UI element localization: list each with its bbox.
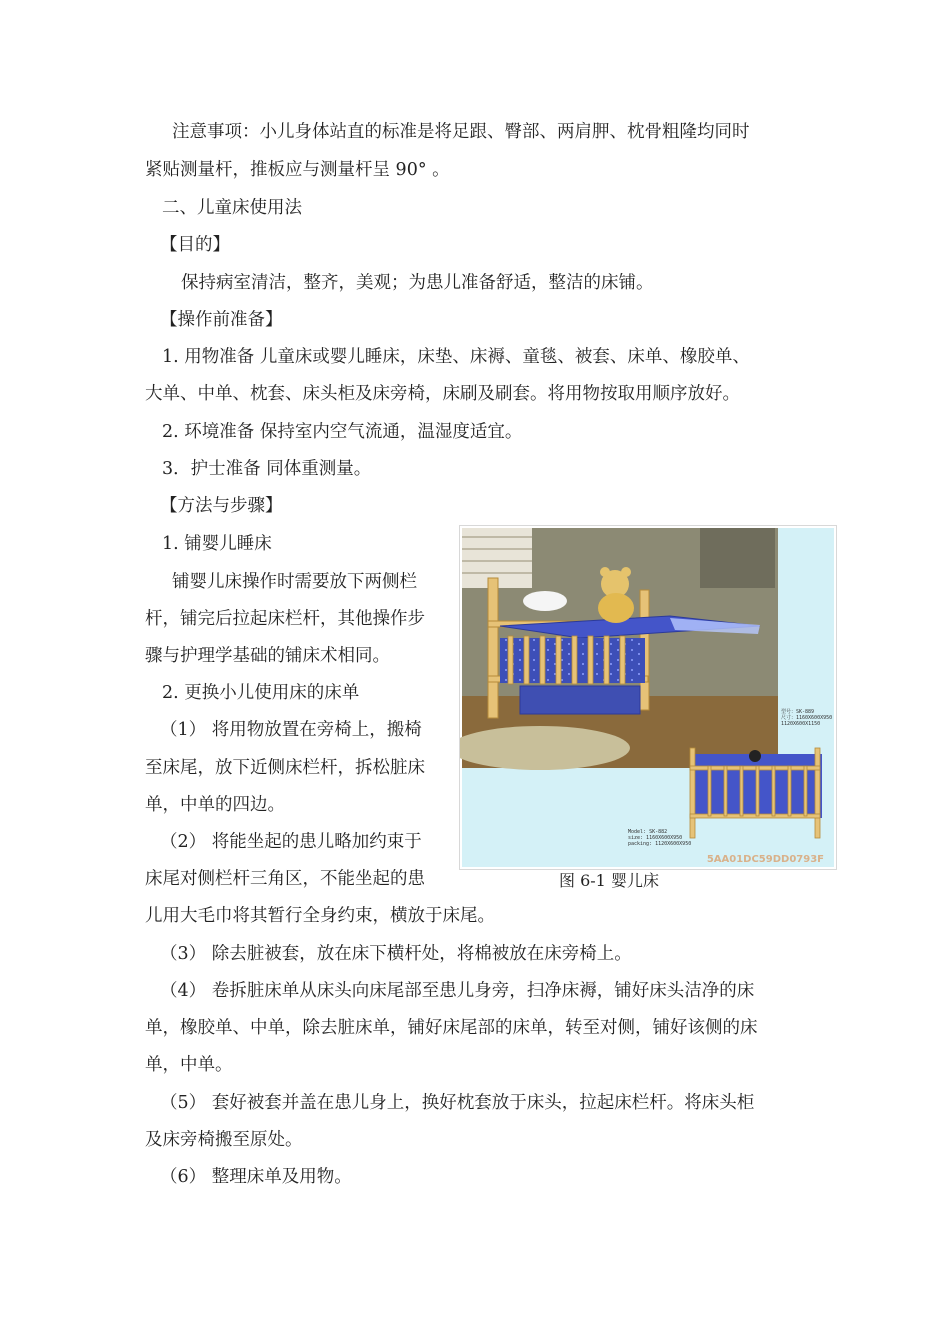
paragraph-line: 紧贴测量杆，推板应与测量杆呈 90° 。	[145, 160, 450, 180]
spec-label-bottom: Model: SK-882 size: 1160X600X950 packing: 1120X600X950	[628, 829, 692, 847]
paragraph-line: 至床尾，放下近侧床栏杆，拆松脏床	[145, 758, 425, 778]
paragraph-line: （3） 除去脏被套，放在床下横杆处，将棉被放在床旁椅上。	[160, 944, 632, 964]
watermark-code: 5AA01DC59DD0793F	[706, 854, 824, 865]
paragraph-line: 1. 用物准备 儿童床或婴儿睡床，床垫、床褥、童毯、被套、床单、橡胶单、	[162, 347, 750, 367]
paragraph-line: （1） 将用物放置在旁椅上，搬椅	[160, 720, 422, 740]
paragraph-line: 单，中单的四边。	[145, 795, 285, 815]
paragraph-line: （2） 将能坐起的患儿略加约束于	[160, 832, 422, 852]
figure-caption: 图 6-1 婴儿床	[559, 871, 659, 890]
paragraph-line: 床尾对侧栏杆三角区，不能坐起的患	[145, 869, 425, 889]
paragraph-line: （4） 卷拆脏床单从床头向床尾部至患儿身旁，扫净床褥，铺好床头洁净的床	[160, 981, 755, 1001]
baby-crib-illustration	[460, 526, 836, 869]
baby-crib-figure	[459, 525, 837, 870]
spec-label-top: 型号：SK-889 尺寸：1160X600X950 1120X600X1150	[781, 709, 833, 727]
paragraph-line: 及床旁椅搬至原处。	[145, 1130, 303, 1150]
subheading: 【目的】	[160, 235, 230, 255]
paragraph-line: 铺婴儿床操作时需要放下两侧栏	[172, 572, 417, 592]
section-heading: 二、儿童床使用法	[162, 198, 302, 218]
paragraph-line: 骤与护理学基础的铺床术相同。	[145, 646, 390, 666]
paragraph-line: 儿用大毛巾将其暂行全身约束，横放于床尾。	[145, 906, 495, 926]
paragraph-line: 单，中单。	[145, 1055, 233, 1075]
paragraph-line: 2. 更换小儿使用床的床单	[162, 683, 360, 703]
paragraph-line: （6） 整理床单及用物。	[160, 1167, 352, 1187]
paragraph-line: 2. 环境准备 保持室内空气流通，温湿度适宜。	[162, 422, 523, 442]
paragraph-line: 3．护士准备 同体重测量。	[162, 459, 372, 479]
paragraph-line: 单，橡胶单、中单，除去脏床单，铺好床尾部的床单，转至对侧，铺好该侧的床	[145, 1018, 758, 1038]
paragraph-line: 1. 铺婴儿睡床	[162, 534, 272, 554]
paragraph-line: （5） 套好被套并盖在患儿身上，换好枕套放于床头，拉起床栏杆。将床头柜	[160, 1093, 755, 1113]
paragraph-line: 保持病室清洁，整齐，美观；为患儿准备舒适，整洁的床铺。	[181, 273, 654, 293]
subheading: 【操作前准备】	[160, 310, 283, 330]
subheading: 【方法与步骤】	[160, 496, 283, 516]
paragraph-line: 注意事项：小儿身体站直的标准是将足跟、臀部、两肩胛、枕骨粗隆均同时	[172, 122, 750, 142]
paragraph-line: 杆，铺完后拉起床栏杆，其他操作步	[145, 609, 425, 629]
paragraph-line: 大单、中单、枕套、床头柜及床旁椅，床刷及刷套。将用物按取用顺序放好。	[145, 384, 740, 404]
